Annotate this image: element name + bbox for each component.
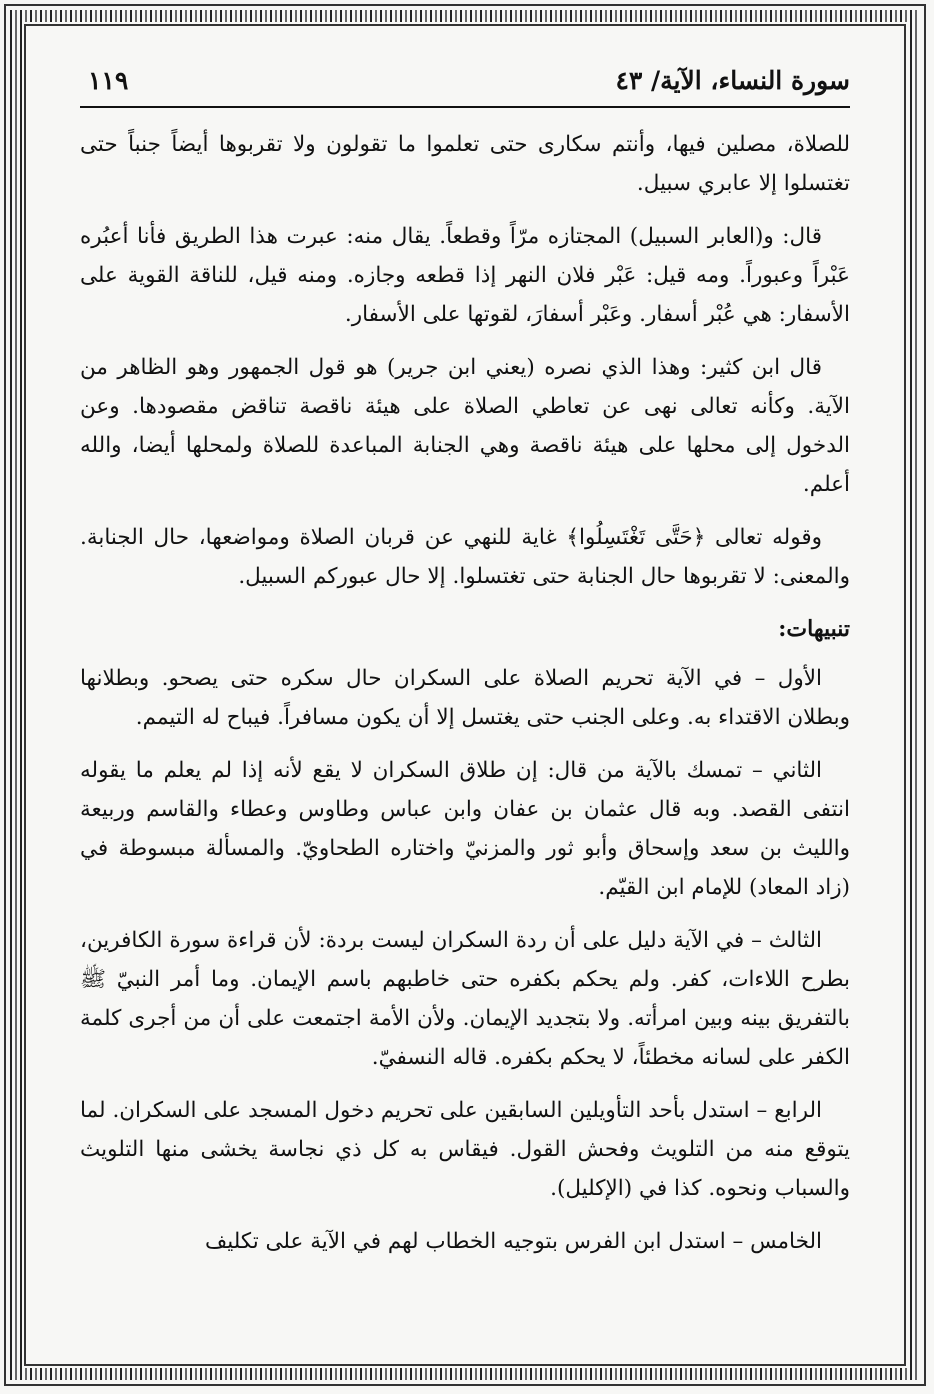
page-number: ١١٩ — [88, 66, 129, 95]
note-paragraph: الثاني – تمسك بالآية من قال: إن طلاق السكران لا يقع لأنه إذا لم يعلم ما يقوله انتفى القصد. وبه قال عثمان بن عفان وابن عباس وطاوس وعطاء والقاسم وربيعة والليث بن سعد وإسحاق وأبو ثور والمزنيّ واختاره الطحاويّ. والمسألة مبسوطة في (زاد المعاد) للإمام ابن القيّم. — [80, 758, 850, 900]
body-text — [80, 125, 850, 1275]
paragraph: قال: و(العابر السبيل) المجتازه مرّاً وقطعاً. يقال منه: عبرت هذا الطريق فأنا أعبُره عَبْراً وعبوراً. ومه قيل: عَبْر فلان النهر إذا قطعه وجازه. ومنه قيل، للناقة القوية على الأسفار: هي عُبْر أسفار. وعَبْر أسفارَ، لقوتها على الأسفار. — [80, 224, 850, 327]
note-paragraph: الثالث – في الآية دليل على أن ردة السكران ليست بردة: لأن قراءة سورة الكافرين، بطرح اللاءات، كفر. ولم يحكم بكفره حتى خاطبهم باسم الإيمان. وما أمر النبيّ ﷺ بالتفريق بينه وبين امرأته. ولا بتجديد الإيمان. ولأن الأمة اجتمعت على أن من أجرى كلمة الكفر على لسانه مخطئاً، لا يحكم بكفره. قاله النسفيّ. — [80, 928, 850, 1070]
paragraph: قال ابن كثير: وهذا الذي نصره (يعني ابن جرير) هو قول الجمهور وهو الظاهر من الآية. وكأنه تعالى نهى عن تعاطي الصلاة على هيئة ناقصة تناقض مقصودها. وعن الدخول إلى محلها على هيئة ناقصة وهي الجنابة المباعدة للصلاة ولمحلها أيضا، والله أعلم. — [80, 355, 850, 497]
notes-heading: تنبيهات: — [778, 616, 850, 642]
paragraph: وقوله تعالى ﴿حَتَّى تَغْتَسِلُوا﴾ غاية للنهي عن قربان الصلاة ومواضعها، حال الجنابة. والمعنى: لا تقربوها حال الجنابة حتى تغتسلوا. إلا حال عبوركم السبيل. — [80, 525, 850, 589]
note-paragraph: الأول – في الآية تحريم الصلاة على السكران حال سكره حتى يصحو. وبطلانها وبطلان الاقتداء به. وعلى الجنب حتى يغتسل إلا أن يكون مسافراً. فيباح له التيمم. — [80, 666, 850, 730]
paragraph: للصلاة، مصلين فيها، وأنتم سكارى حتى تعلموا ما تقولون ولا تقربوها أيضاً جنباً حتى تغتسلوا إلا عابري سبيل. — [80, 132, 850, 196]
note-paragraph: الرابع – استدل بأحد التأويلين السابقين على تحريم دخول المسجد على السكران. لما يتوقع منه من التلويث وفحش القول. فيقاس به كل ذي نجاسة يخشى منها التلويث والسباب ونحوه. كذا في (الإكليل). — [80, 1098, 850, 1201]
running-title: سورة النساء، الآية/ ٤٣ — [615, 66, 850, 95]
header-rule — [80, 106, 850, 108]
page-header — [80, 62, 850, 102]
note-paragraph: الخامس – استدل ابن الفرس بتوجيه الخطاب لهم في الآية على تكليف — [204, 1229, 822, 1254]
